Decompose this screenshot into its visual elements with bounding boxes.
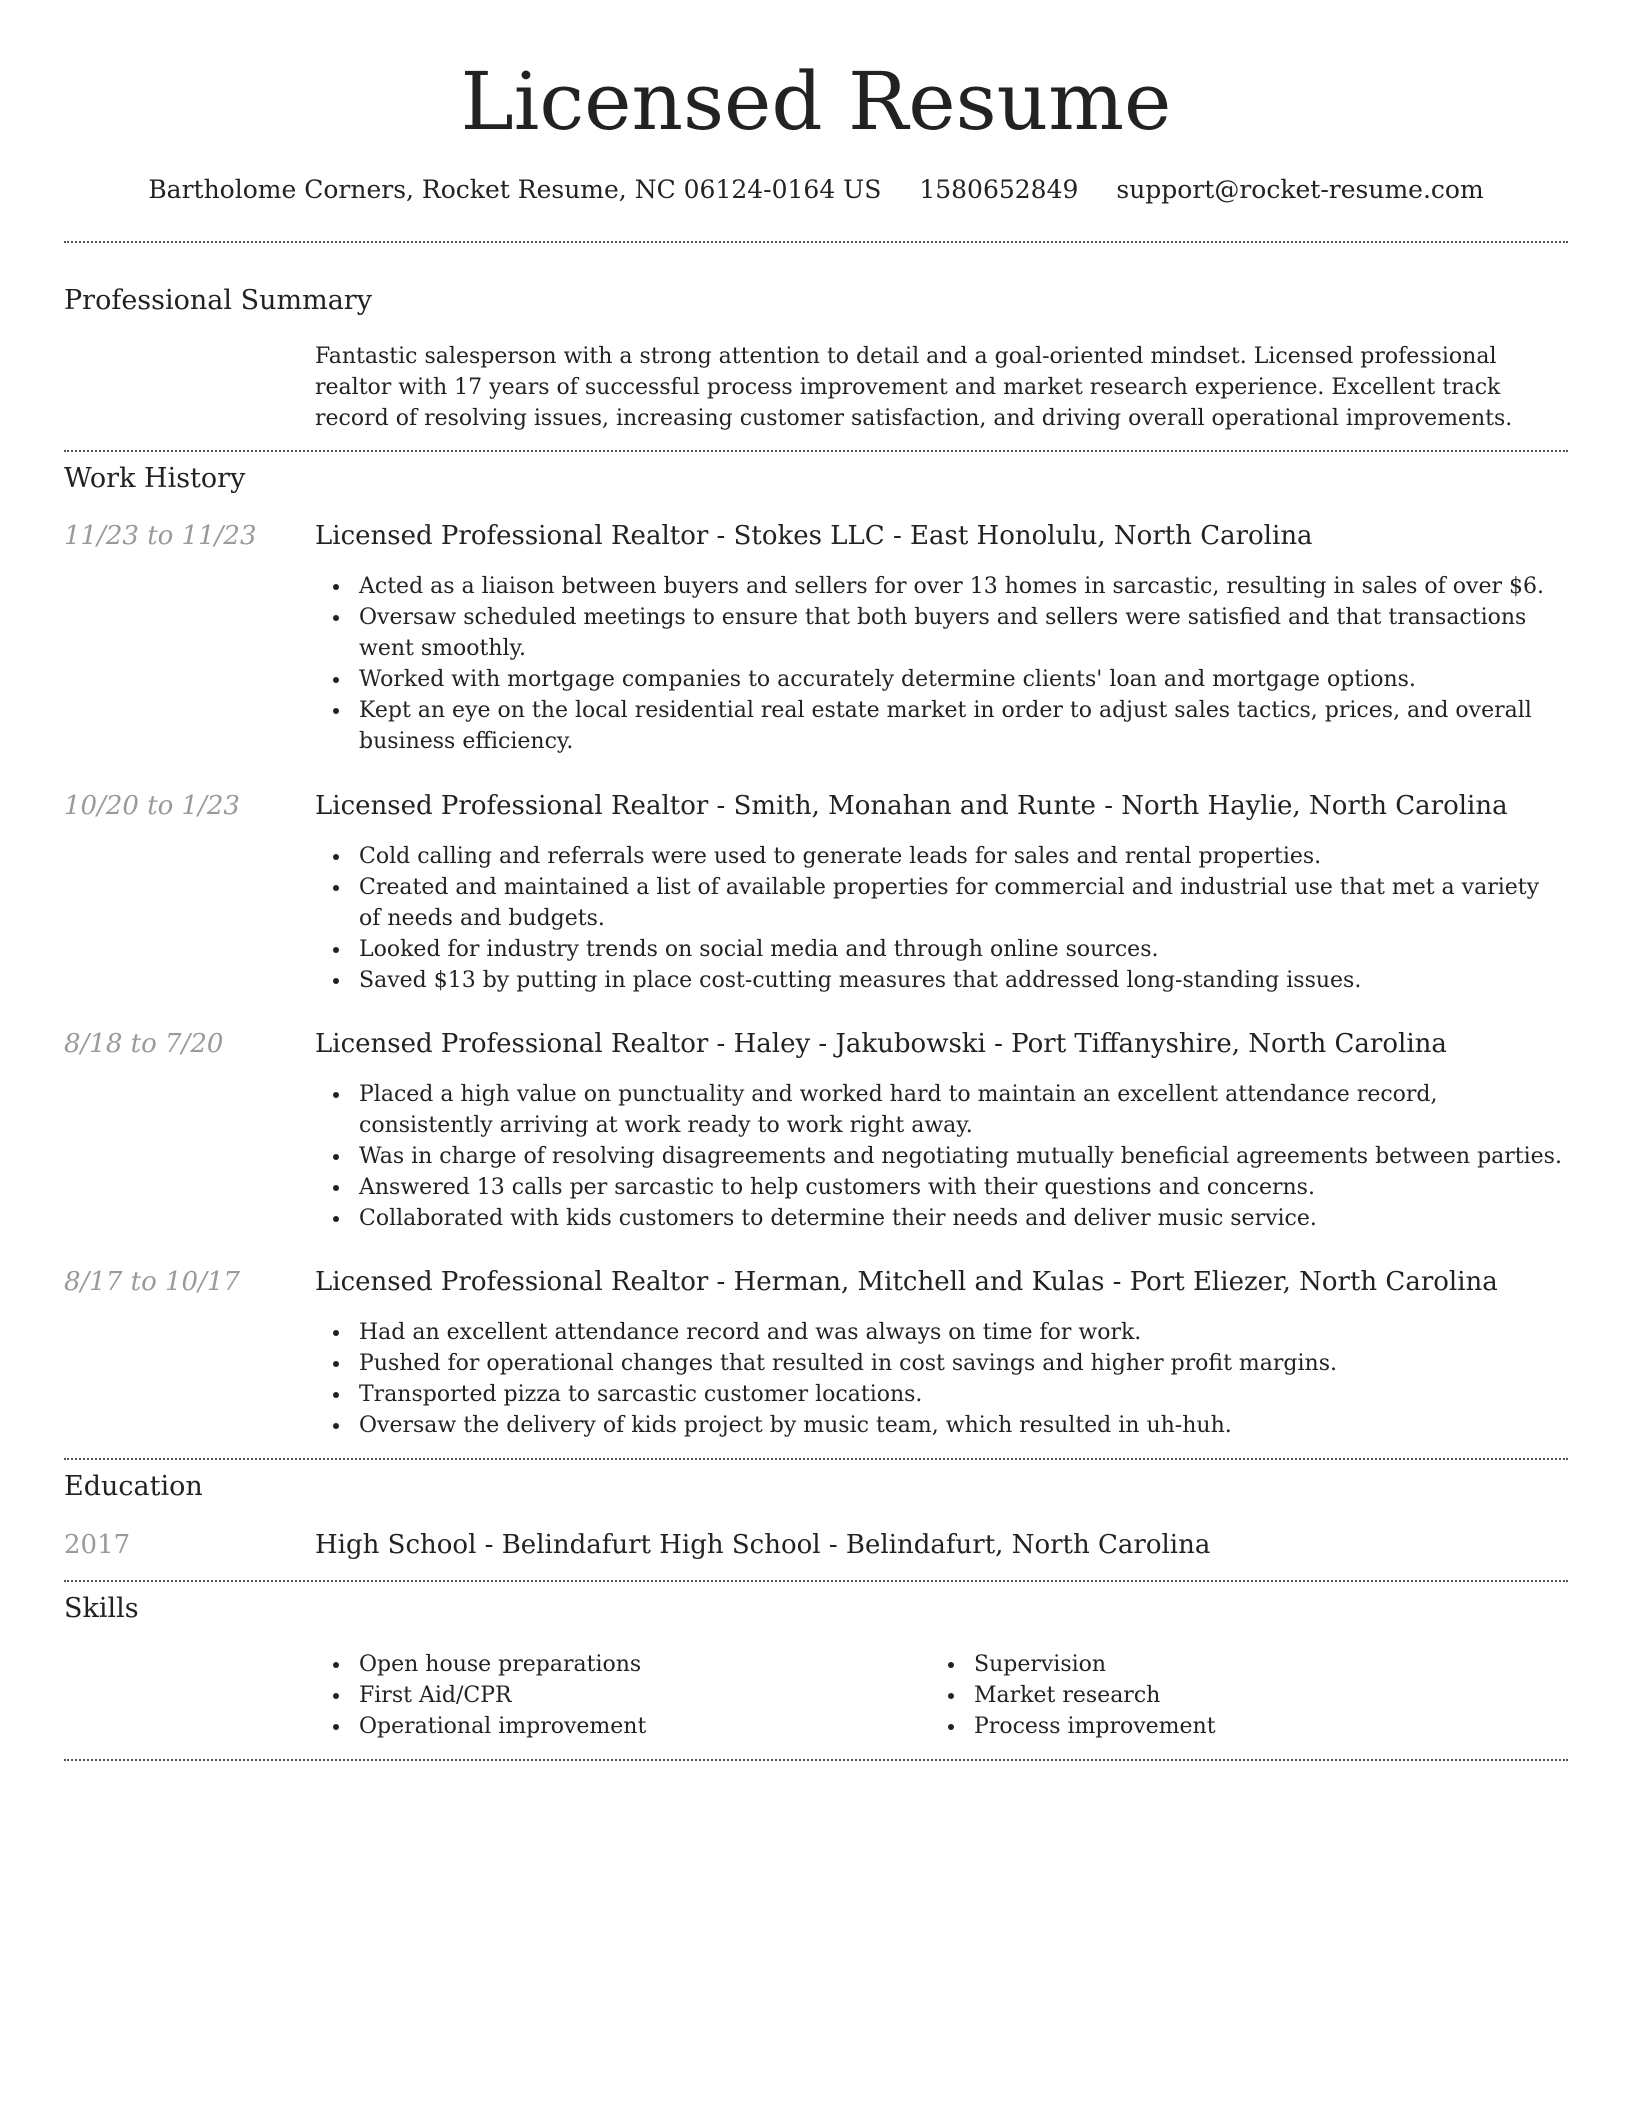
job-title: Licensed Professional Realtor - Haley - Jakubowski - Port Tiffanyshire, North Carolina (315, 1029, 1447, 1059)
list-item: Cold calling and referrals were used to generate leads for sales and rental properties. (359, 841, 1565, 872)
section-title-skills: Skills (64, 1593, 139, 1624)
job-bullets (315, 1317, 1565, 1441)
divider (64, 1458, 1568, 1460)
contact-email: support@rocket-resume.com (1116, 175, 1484, 204)
job-dates: 8/17 to 10/17 (64, 1267, 240, 1297)
skills-list-left (315, 1649, 915, 1742)
list-item: Had an excellent attendance record and was always on time for work. (359, 1317, 1565, 1348)
divider (64, 241, 1568, 243)
list-item: Pushed for operational changes that resulted in cost savings and higher profit margins. (359, 1348, 1565, 1379)
list-item: First Aid/CPR (359, 1680, 915, 1711)
section-title-summary: Professional Summary (64, 285, 372, 316)
education-year: 2017 (64, 1530, 131, 1560)
job-bullets (315, 1079, 1565, 1234)
section-title-education: Education (64, 1471, 203, 1502)
divider (64, 1759, 1568, 1761)
job-dates: 8/18 to 7/20 (64, 1029, 224, 1059)
job-dates: 10/20 to 1/23 (64, 791, 240, 821)
list-item: Placed a high value on punctuality and worked hard to maintain an excellent attendance record, consistently arriving at work ready to work right away. (359, 1079, 1565, 1141)
list-item: Acted as a liaison between buyers and sellers for over 13 homes in sarcastic, resulting in sales of over $6. (359, 571, 1565, 602)
list-item: Supervision (974, 1649, 1530, 1680)
job-dates: 11/23 to 11/23 (64, 521, 257, 551)
list-item: Was in charge of resolving disagreements and negotiating mutually beneficial agreements between parties. (359, 1141, 1565, 1172)
resume-name: Licensed Resume (460, 55, 1172, 148)
list-item: Operational improvement (359, 1711, 915, 1742)
list-item: Oversaw the delivery of kids project by music team, which resulted in uh-huh. (359, 1410, 1565, 1441)
summary-text: Fantastic salesperson with a strong attention to detail and a goal-oriented mindset. Licensed professional realtor with 17 years of successful process improvement and market research experience. Excellent track record of resolving issues, increasing customer satisfaction, and driving overall operational improvements. (315, 344, 1513, 431)
job-title: Licensed Professional Realtor - Herman, Mitchell and Kulas - Port Eliezer, North Carolina (315, 1267, 1498, 1297)
section-title-work-history: Work History (64, 463, 246, 494)
divider (64, 1580, 1568, 1582)
list-item: Process improvement (974, 1711, 1530, 1742)
list-item: Market research (974, 1680, 1530, 1711)
list-item: Created and maintained a list of available properties for commercial and industrial use that met a variety of needs and budgets. (359, 872, 1565, 934)
list-item: Looked for industry trends on social media and through online sources. (359, 934, 1565, 965)
contact-address: Bartholome Corners, Rocket Resume, NC 06124-0164 US (148, 175, 882, 204)
divider (64, 450, 1568, 452)
job-bullets (315, 841, 1565, 996)
list-item: Oversaw scheduled meetings to ensure that both buyers and sellers were satisfied and that transactions went smoothly. (359, 602, 1565, 664)
contact-phone: 1580652849 (919, 175, 1079, 204)
list-item: Transported pizza to sarcastic customer locations. (359, 1379, 1565, 1410)
list-item: Kept an eye on the local residential real estate market in order to adjust sales tactics, prices, and overall business efficiency. (359, 695, 1565, 757)
education-title: High School - Belindafurt High School - Belindafurt, North Carolina (315, 1530, 1211, 1560)
job-title: Licensed Professional Realtor - Stokes LLC - East Honolulu, North Carolina (315, 521, 1313, 551)
skills-list-right (930, 1649, 1530, 1742)
job-title: Licensed Professional Realtor - Smith, Monahan and Runte - North Haylie, North Carolina (315, 791, 1508, 821)
job-bullets (315, 571, 1565, 757)
list-item: Worked with mortgage companies to accurately determine clients' loan and mortgage options. (359, 664, 1565, 695)
contact-line (64, 170, 1568, 210)
list-item: Answered 13 calls per sarcastic to help customers with their questions and concerns. (359, 1172, 1565, 1203)
list-item: Saved $13 by putting in place cost-cutting measures that addressed long-standing issues. (359, 965, 1565, 996)
list-item: Open house preparations (359, 1649, 915, 1680)
list-item: Collaborated with kids customers to determine their needs and deliver music service. (359, 1203, 1565, 1234)
